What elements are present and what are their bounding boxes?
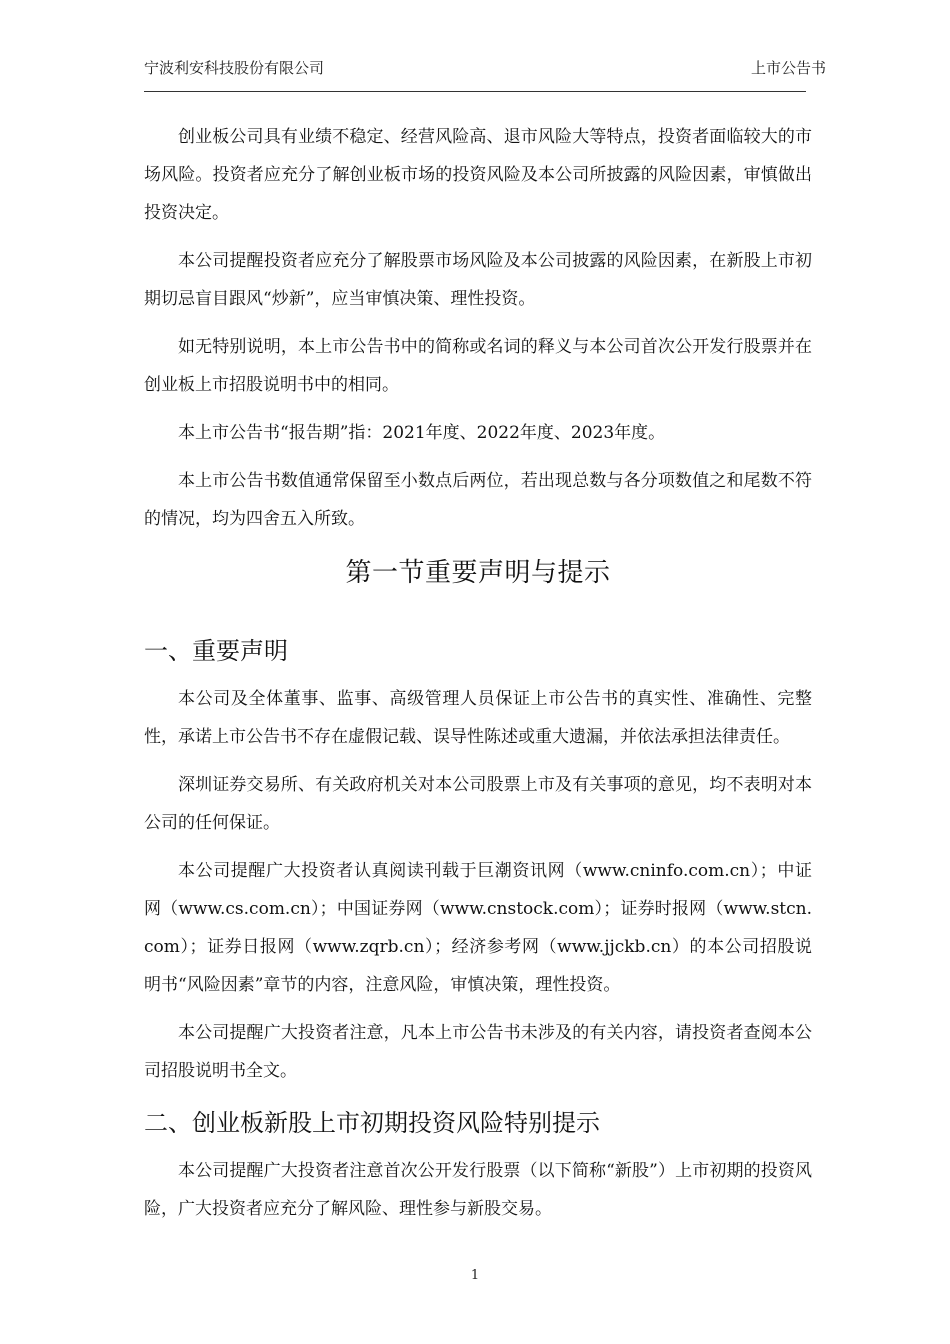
statement-paragraph-responsibility: 本公司及全体董事、监事、高级管理人员保证上市公告书的真实性、准确性、完整性，承诺上市公告书不存在虚假记载、误导性陈述或重大遗漏，并依法承担法律责任。 (144, 689, 812, 747)
intro-paragraph-report-period: 本上市公告书“报告期”指：2021年度、2022年度、2023年度。 (178, 423, 666, 443)
intro-paragraph-rounding: 本上市公告书数值通常保留至小数点后两位，若出现总数与各分项数值之和尾数不符的情况，均为四舍五入所致。 (144, 471, 812, 529)
header-document-type: 上市公告书 (750, 59, 826, 77)
statement-paragraph-no-guarantee: 深圳证券交易所、有关政府机关对本公司股票上市及有关事项的意见，均不表明对本公司的任何保证。 (144, 775, 812, 833)
risk-paragraph-new-stock: 本公司提醒广大投资者注意首次公开发行股票（以下简称“新股”）上市初期的投资风险，广大投资者应充分了解风险、理性参与新股交易。 (144, 1161, 812, 1219)
statement-paragraph-full-prospectus: 本公司提醒广大投资者注意，凡本上市公告书未涉及的有关内容，请投资者查阅本公司招股说明书全文。 (144, 1023, 812, 1081)
statement-paragraph-websites: 本公司提醒广大投资者认真阅读刊载于巨潮资讯网（www.cninfo.com.cn）；中证网（www.cs.com.cn）；中国证券网（www.cnstock.com）；证券时报网（www.stcn.com）；证券日报网（www.zqrb.cn）；经济参考网（www.jjckb.cn）的本公司招股说明书“风险因素”章节的内容，注意风险，审慎决策，理性投资。 (144, 861, 812, 995)
header-divider (144, 91, 806, 92)
intro-paragraph-caution: 本公司提醒投资者应充分了解股票市场风险及本公司披露的风险因素，在新股上市初期切忌盲目跟风“炒新”，应当审慎决策、理性投资。 (144, 251, 812, 309)
intro-paragraph-risk: 创业板公司具有业绩不稳定、经营风险高、退市风险大等特点，投资者面临较大的市场风险。投资者应充分了解创业板市场的投资风险及本公司所披露的风险因素，审慎做出投资决定。 (144, 127, 812, 223)
header-company-name: 宁波利安科技股份有限公司 (144, 59, 325, 77)
heading-new-stock-risk: 二、创业板新股上市初期投资风险特别提示 (144, 1109, 600, 1137)
page-number: 1 (470, 1268, 480, 1283)
document-body (144, 118, 812, 1238)
intro-paragraph-definitions: 如无特别说明，本上市公告书中的简称或名词的释义与本公司首次公开发行股票并在创业板上市招股说明书中的相同。 (144, 337, 812, 395)
section-title: 第一节重要声明与提示 (345, 558, 611, 588)
heading-important-statement: 一、重要声明 (144, 637, 288, 665)
